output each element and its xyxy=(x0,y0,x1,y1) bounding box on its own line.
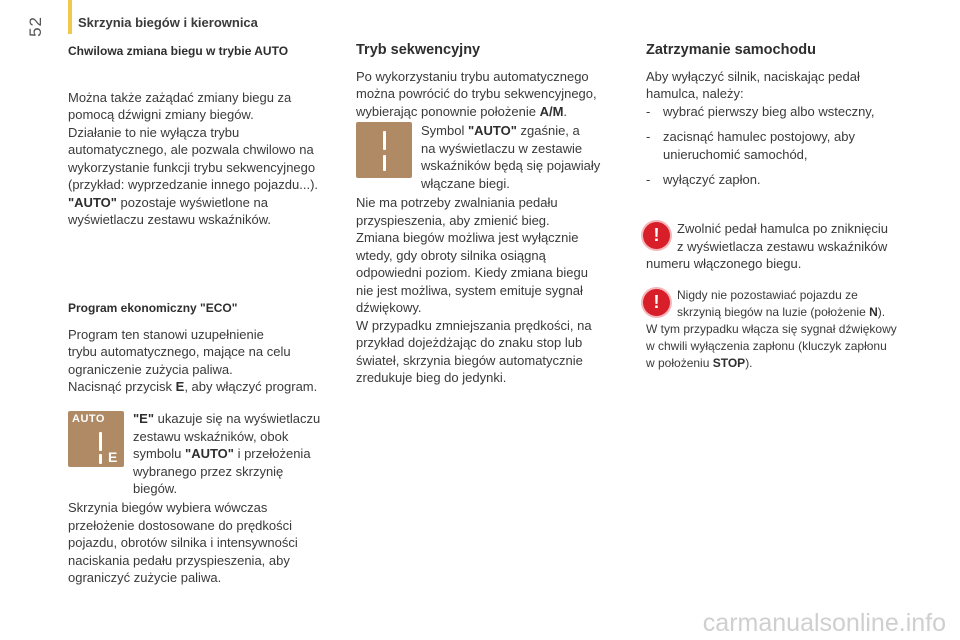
gear-bar-icon xyxy=(383,155,386,171)
warning-1-line-1: Zwolnić pedał hamulca po zniknięciu xyxy=(677,221,889,236)
header-accent-bar xyxy=(68,0,72,34)
warning-2-rest-text: W tym przypadku włącza się sygnał dźwiękowy w chwili wyłączenia zapłonu (kluczyk zapłonu w położeniu xyxy=(646,322,897,370)
paragraph-stopping-intro: Aby wyłączyć silnik, naciskając pedał hamulca, należy: xyxy=(646,68,860,101)
page-number: 52 xyxy=(26,16,45,37)
stopping-steps-list xyxy=(646,103,921,189)
section-title-stopping: Zatrzymanie samochodu xyxy=(646,42,817,58)
paragraph-sequential-return xyxy=(356,68,614,121)
stop-position: STOP xyxy=(712,356,746,370)
paragraph-eco-intro: Program ten stanowi uzupełnienie trybu automatycznego, mające na celu ograniczenie zużycia paliwa. xyxy=(68,326,291,377)
e-label: "E" xyxy=(133,411,154,426)
warning-2-line-2 xyxy=(646,304,921,321)
press-e-pre: Nacisnąć przycisk xyxy=(68,379,176,394)
warning-release-brake xyxy=(646,220,921,273)
warning-2-line-1: Nigdy nie pozostawiać pojazdu ze xyxy=(677,288,858,302)
am-position: A/M xyxy=(539,103,564,119)
neutral-position: N xyxy=(869,305,878,319)
column-temporary-gear-change xyxy=(68,43,343,229)
warning-1-line-2: z wyświetlacza zestawu wskaźników xyxy=(677,238,888,254)
auto-eco-indicator-icon xyxy=(68,411,124,467)
symbol-post: zgaśnie, a na wyświetlaczu w zestawie wskaźników będą się pojawiały włączane biegi. xyxy=(421,123,601,191)
sequential-pre: Po wykorzystaniu trybu automatycznego można powrócić do trybu sekwencyjnego, wybierając ponownie położenie xyxy=(356,68,597,119)
paragraph-eco-result-block xyxy=(68,499,343,587)
symbol-pre: Symbol xyxy=(421,123,468,138)
warning-2-post: ). xyxy=(877,305,886,319)
section-title-sequential: Tryb sekwencyjny xyxy=(356,42,481,58)
paragraph-sequential-details: Nie ma potrzeby zwalniania pedału przyspieszenia, aby zmienić bieg. Zmiana biegów możliwa jest wyłącznie wtedy, gdy obroty silnika osiągną odpowiedni poziom. Kiedy zmiana biegu nie jest możliwa, system emituje sygnał dźwiękowy. W przypadku zmniejszania prędkości, na przykład dojeżdżając do znaku stop lub świateł, skrzynia biegów automatycznie zredukuje bieg do jedynki. xyxy=(356,195,592,385)
paragraph-temporary-change: Można także zażądać zmiany biegu za pomocą dźwigni zmiany biegów. Działanie to nie wyłącza trybu automatycznego, ale pozwala chwilowo na wykorzystanie funkcji trybu sekwencyjnego (przykład: wyprzedzanie innego pojazdu...). xyxy=(68,89,319,192)
auto-remains-text: pozostaje wyświetlone na wyświetlaczu zestawu wskaźników. xyxy=(68,194,272,227)
warning-icon: ! xyxy=(643,289,670,316)
sequential-indicator-text xyxy=(421,122,616,192)
eco-e-label: E xyxy=(108,449,118,465)
paragraph-auto-remains xyxy=(68,194,343,229)
auto-symbol: "AUTO" xyxy=(467,123,517,138)
page-header-title: Skrzynia biegów i kierownica xyxy=(78,15,258,30)
section-title-temporary-change: Chwilowa zmiana biegu w trybie AUTO xyxy=(68,44,289,58)
auto-indicator-label: AUTO xyxy=(72,413,105,425)
paragraph-press-e xyxy=(68,378,343,396)
eco-text-1: ukazuje się na wyświetlaczu zestawu wskaźników, obok symbolu xyxy=(133,411,321,461)
press-e-post: , aby włączyć program. xyxy=(184,379,318,394)
sequential-post: . xyxy=(563,103,568,119)
gear-indicator-icon xyxy=(356,122,412,178)
gear-bar-icon xyxy=(383,131,386,150)
list-item: - zacisnąć hamulec postojowy, aby unieruchomić samochód, xyxy=(646,128,921,163)
warning-neutral xyxy=(646,287,921,372)
gear-bar-icon xyxy=(99,432,102,451)
column-eco-program xyxy=(68,300,343,396)
list-item: - wybrać pierwszy bieg albo wsteczny, xyxy=(646,103,921,121)
column-stopping-vehicle xyxy=(646,42,921,197)
press-e-key: E xyxy=(175,379,185,394)
eco-indicator-description xyxy=(133,410,343,498)
paragraph-sequential-details-block xyxy=(356,194,614,387)
eco-text-2: i przełożenia wybranego przez skrzynię biegów. xyxy=(133,446,311,496)
watermark: carmanualsonline.info xyxy=(702,609,946,637)
warning-2-pre: skrzynią biegów na luzie (położenie xyxy=(677,305,870,319)
sequential-indicator-description xyxy=(421,122,616,192)
auto-label: "AUTO" xyxy=(68,194,117,210)
warning-2-rest-post: ). xyxy=(745,356,753,370)
warning-icon: ! xyxy=(643,222,670,249)
list-item: - wyłączyć zapłon. xyxy=(646,171,921,189)
gear-bar-icon xyxy=(99,454,102,464)
section-title-eco: Program ekonomiczny "ECO" xyxy=(68,301,238,315)
auto-symbol-label: "AUTO" xyxy=(185,446,234,461)
eco-indicator-text xyxy=(133,410,343,498)
paragraph-eco-result: Skrzynia biegów wybiera wówczas przełożenie dostosowane do prędkości pojazdu, obrotów silnika i intensywności naciskania pedału przyspieszenia, aby ograniczyć zużycie paliwa. xyxy=(68,500,298,585)
column-sequential-mode xyxy=(356,42,614,120)
warning-2-rest xyxy=(646,321,921,372)
warning-1-line-3: numeru włączonego biegu. xyxy=(646,256,802,271)
